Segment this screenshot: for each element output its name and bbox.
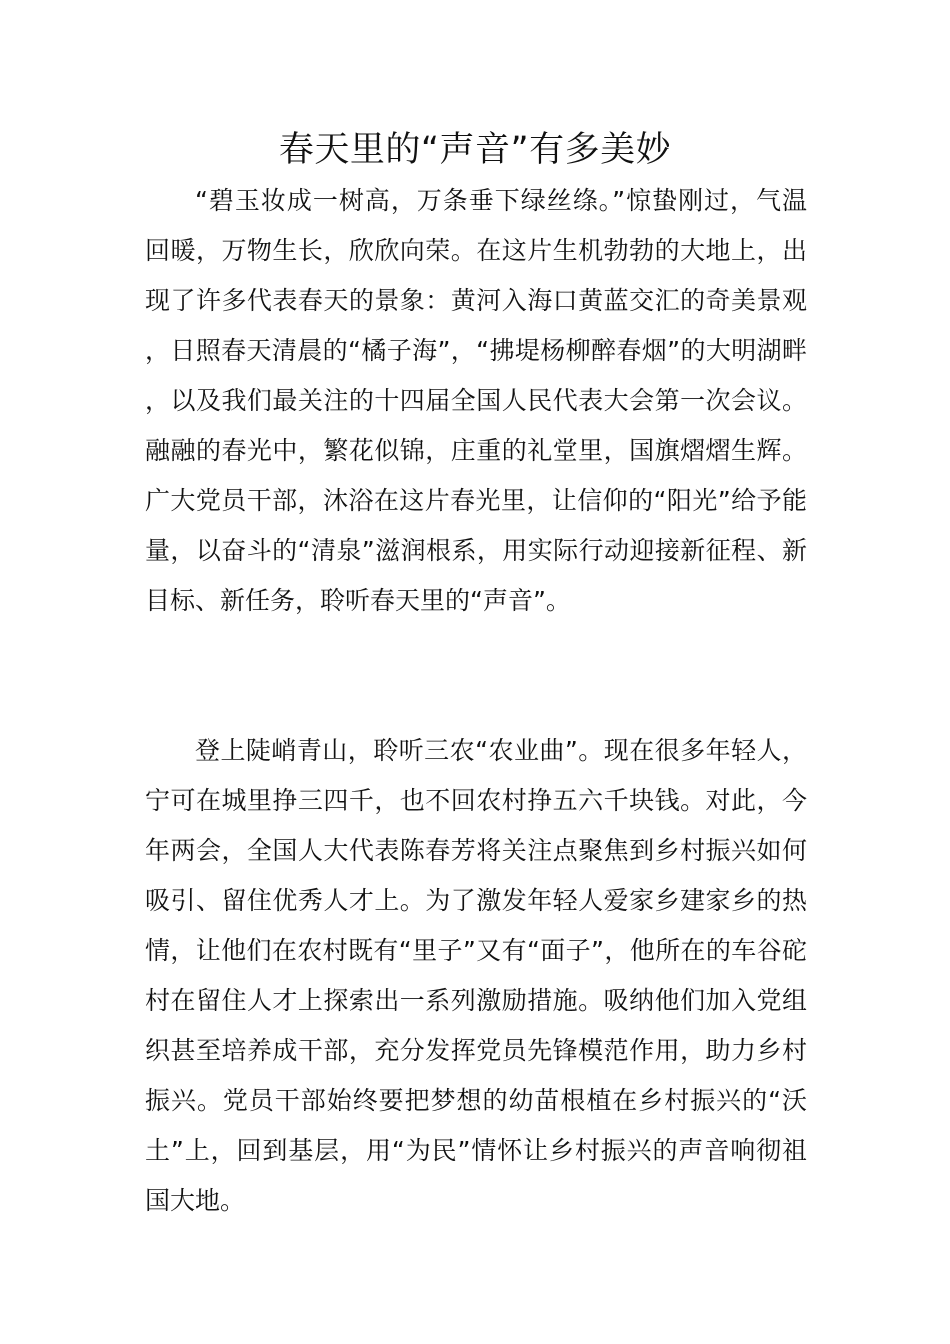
paragraph-1: “碧玉妆成一树高，万条垂下绿丝绦。”惊蛰刚过，气温回暖，万物生长，欣欣向荣。在这片生机勃勃的大地上，出现了许多代表春天的景象：黄河入海口黄蓝交汇的奇美景观，日照春天清晨的“橘子海”，“拂堤杨柳醉春烟”的大明湖畔，以及我们最关注的十四届全国人民代表大会第一次会议。融融的春光中，繁花似锦，庄重的礼堂里，国旗熠熠生辉。广大党员干部，沐浴在这片春光里，让信仰的“阳光”给予能量，以奋斗的“清泉”滋润根系，用实际行动迎接新征程、新目标、新任务，聆听春天里的“声音”。: [145, 186, 807, 615]
document-title: 春天里的“声音”有多美妙: [278, 130, 672, 170]
paragraph-2: 登上陡峭青山，聆听三农“农业曲”。现在很多年轻人，宁可在城里挣三四千，也不回农村挣五六千块钱。对此，今年两会，全国人大代表陈春芳将关注点聚焦到乡村振兴如何吸引、留住优秀人才上。为了激发年轻人爱家乡建家乡的热情，让他们在农村既有“里子”又有“面子”，他所在的车谷砣村在留住人才上探索出一系列激励措施。吸纳他们加入党组织甚至培养成干部，充分发挥党员先锋模范作用，助力乡村振兴。党员干部始终要把梦想的幼苗根植在乡村振兴的“沃土”上，回到基层，用“为民”情怀让乡村振兴的声音响彻祖国大地。: [145, 736, 807, 1215]
